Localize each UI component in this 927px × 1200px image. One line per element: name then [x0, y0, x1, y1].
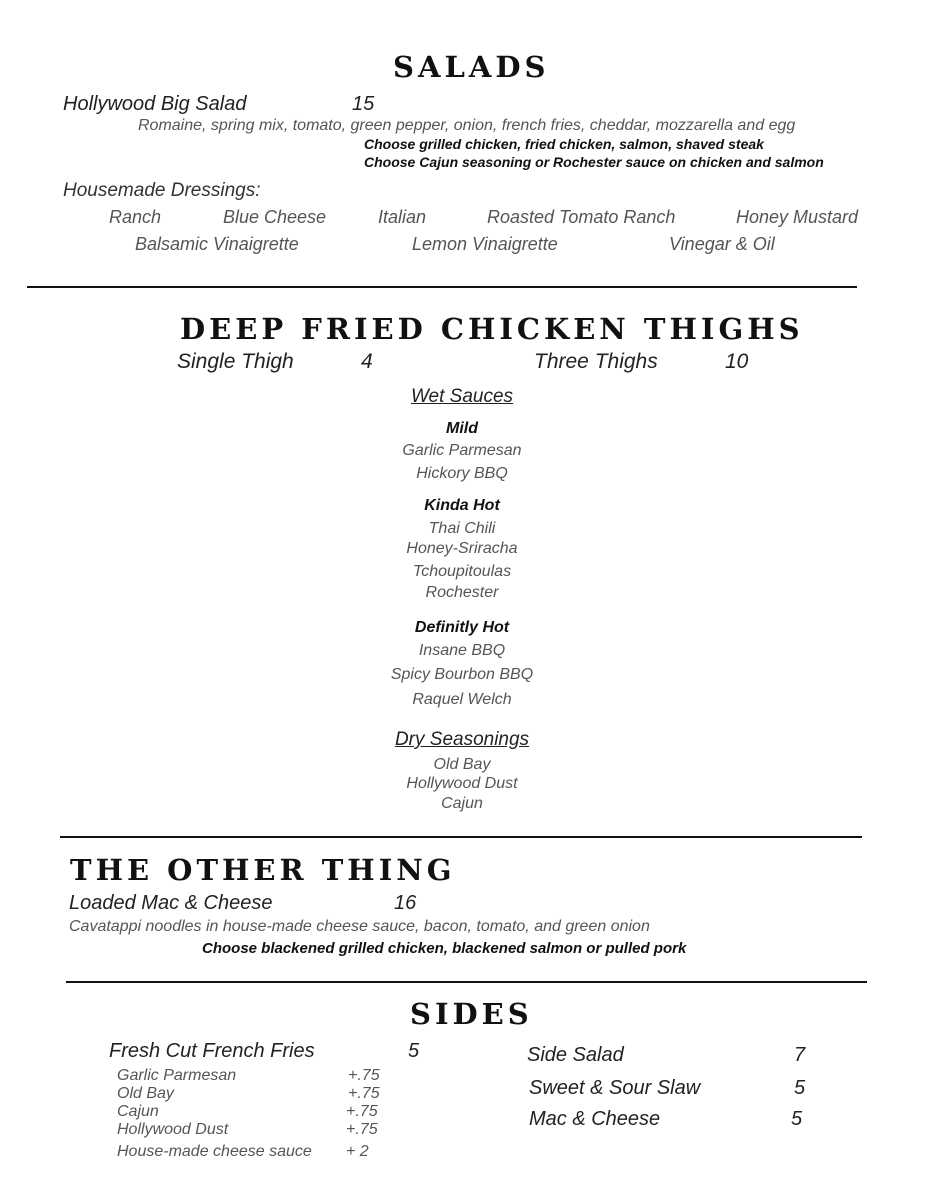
three-thighs-price: 10 — [725, 350, 749, 373]
seasoning-hollywood-dust: Hollywood Dust — [406, 775, 518, 792]
sides-title: SIDES — [410, 997, 533, 1031]
addon-price: + 2 — [346, 1143, 369, 1160]
side-name: Side Salad — [527, 1044, 624, 1066]
loaded-mac-name: Loaded Mac & Cheese — [69, 892, 273, 914]
loaded-mac-price: 16 — [394, 892, 417, 914]
addon-price: +.75 — [346, 1103, 378, 1120]
single-thigh-price: 4 — [361, 350, 373, 373]
dressing-roasted-tomato-ranch: Roasted Tomato Ranch — [487, 207, 676, 227]
dressing-lemon-vinaigrette: Lemon Vinaigrette — [412, 234, 558, 254]
side-price: 5 — [791, 1108, 803, 1130]
big-salad-description: Romaine, spring mix, tomato, green pepper, onion, french fries, cheddar, mozzarella and egg — [138, 117, 796, 134]
dry-seasonings-heading: Dry Seasonings — [394, 729, 530, 750]
side-price: 7 — [794, 1044, 806, 1066]
divider-salads — [27, 286, 857, 288]
definitly-hot-heading: Definitly Hot — [414, 619, 510, 636]
sauce-garlic-parmesan: Garlic Parmesan — [402, 442, 522, 459]
dressing-vinegar-oil: Vinegar & Oil — [669, 234, 775, 254]
dressings-label: Housemade Dressings: — [63, 180, 261, 201]
side-price: 5 — [794, 1077, 806, 1099]
addon-name: Cajun — [117, 1103, 159, 1120]
dressing-balsamic-vinaigrette: Balsamic Vinaigrette — [135, 234, 299, 254]
seasoning-cajun: Cajun — [441, 795, 483, 812]
seasoning-old-bay: Old Bay — [433, 756, 491, 773]
kinda-hot-heading: Kinda Hot — [424, 497, 500, 514]
big-salad-price: 15 — [352, 93, 375, 115]
side-name: Mac & Cheese — [529, 1108, 661, 1130]
loaded-mac-description: Cavatappi noodles in house-made cheese sauce, bacon, tomato, and green onion — [69, 918, 650, 935]
single-thigh-label: Single Thigh — [177, 350, 294, 373]
fries-name: Fresh Cut French Fries — [109, 1040, 315, 1062]
sauce-hickory-bbq: Hickory BBQ — [416, 465, 508, 482]
mild-heading: Mild — [446, 420, 478, 437]
big-salad-option-protein: Choose grilled chicken, fried chicken, salmon, shaved steak — [364, 136, 764, 152]
sauce-honey-sriracha: Honey-Sriracha — [406, 540, 518, 557]
sauce-raquel-welch: Raquel Welch — [412, 691, 512, 708]
addon-price: +.75 — [346, 1121, 378, 1138]
dressing-blue-cheese: Blue Cheese — [223, 207, 327, 227]
addon-price: +.75 — [348, 1067, 380, 1084]
thighs-title: DEEP FRIED CHICKEN THIGHS — [180, 312, 804, 346]
dressing-italian: Italian — [378, 207, 427, 227]
divider-thighs — [60, 836, 862, 838]
addon-name: Hollywood Dust — [117, 1121, 229, 1138]
big-salad-name: Hollywood Big Salad — [63, 93, 247, 115]
sauce-rochester: Rochester — [425, 584, 499, 601]
sauce-spicy-bourbon-bbq: Spicy Bourbon BBQ — [390, 666, 534, 683]
sauce-tchoupitoulas: Tchoupitoulas — [412, 563, 512, 580]
three-thighs-label: Three Thighs — [534, 350, 658, 373]
divider-other — [66, 981, 867, 983]
side-name: Sweet & Sour Slaw — [529, 1077, 701, 1099]
sauce-thai-chili: Thai Chili — [428, 520, 496, 537]
sauce-insane-bbq: Insane BBQ — [418, 642, 506, 659]
loaded-mac-option: Choose blackened grilled chicken, blackened salmon or pulled pork — [202, 940, 687, 957]
addon-name: Garlic Parmesan — [117, 1067, 237, 1084]
big-salad-option-seasoning: Choose Cajun seasoning or Rochester sauce on chicken and salmon — [364, 154, 824, 170]
fries-price: 5 — [408, 1040, 420, 1062]
addon-name: House-made cheese sauce — [117, 1143, 312, 1160]
other-thing-title: THE OTHER THING — [70, 853, 456, 887]
wet-sauces-heading: Wet Sauces — [410, 386, 514, 407]
addon-price: +.75 — [348, 1085, 380, 1102]
dressing-honey-mustard: Honey Mustard — [736, 207, 859, 227]
salads-title: SALADS — [393, 50, 550, 84]
addon-name: Old Bay — [117, 1085, 174, 1102]
dressing-ranch: Ranch — [109, 207, 162, 227]
